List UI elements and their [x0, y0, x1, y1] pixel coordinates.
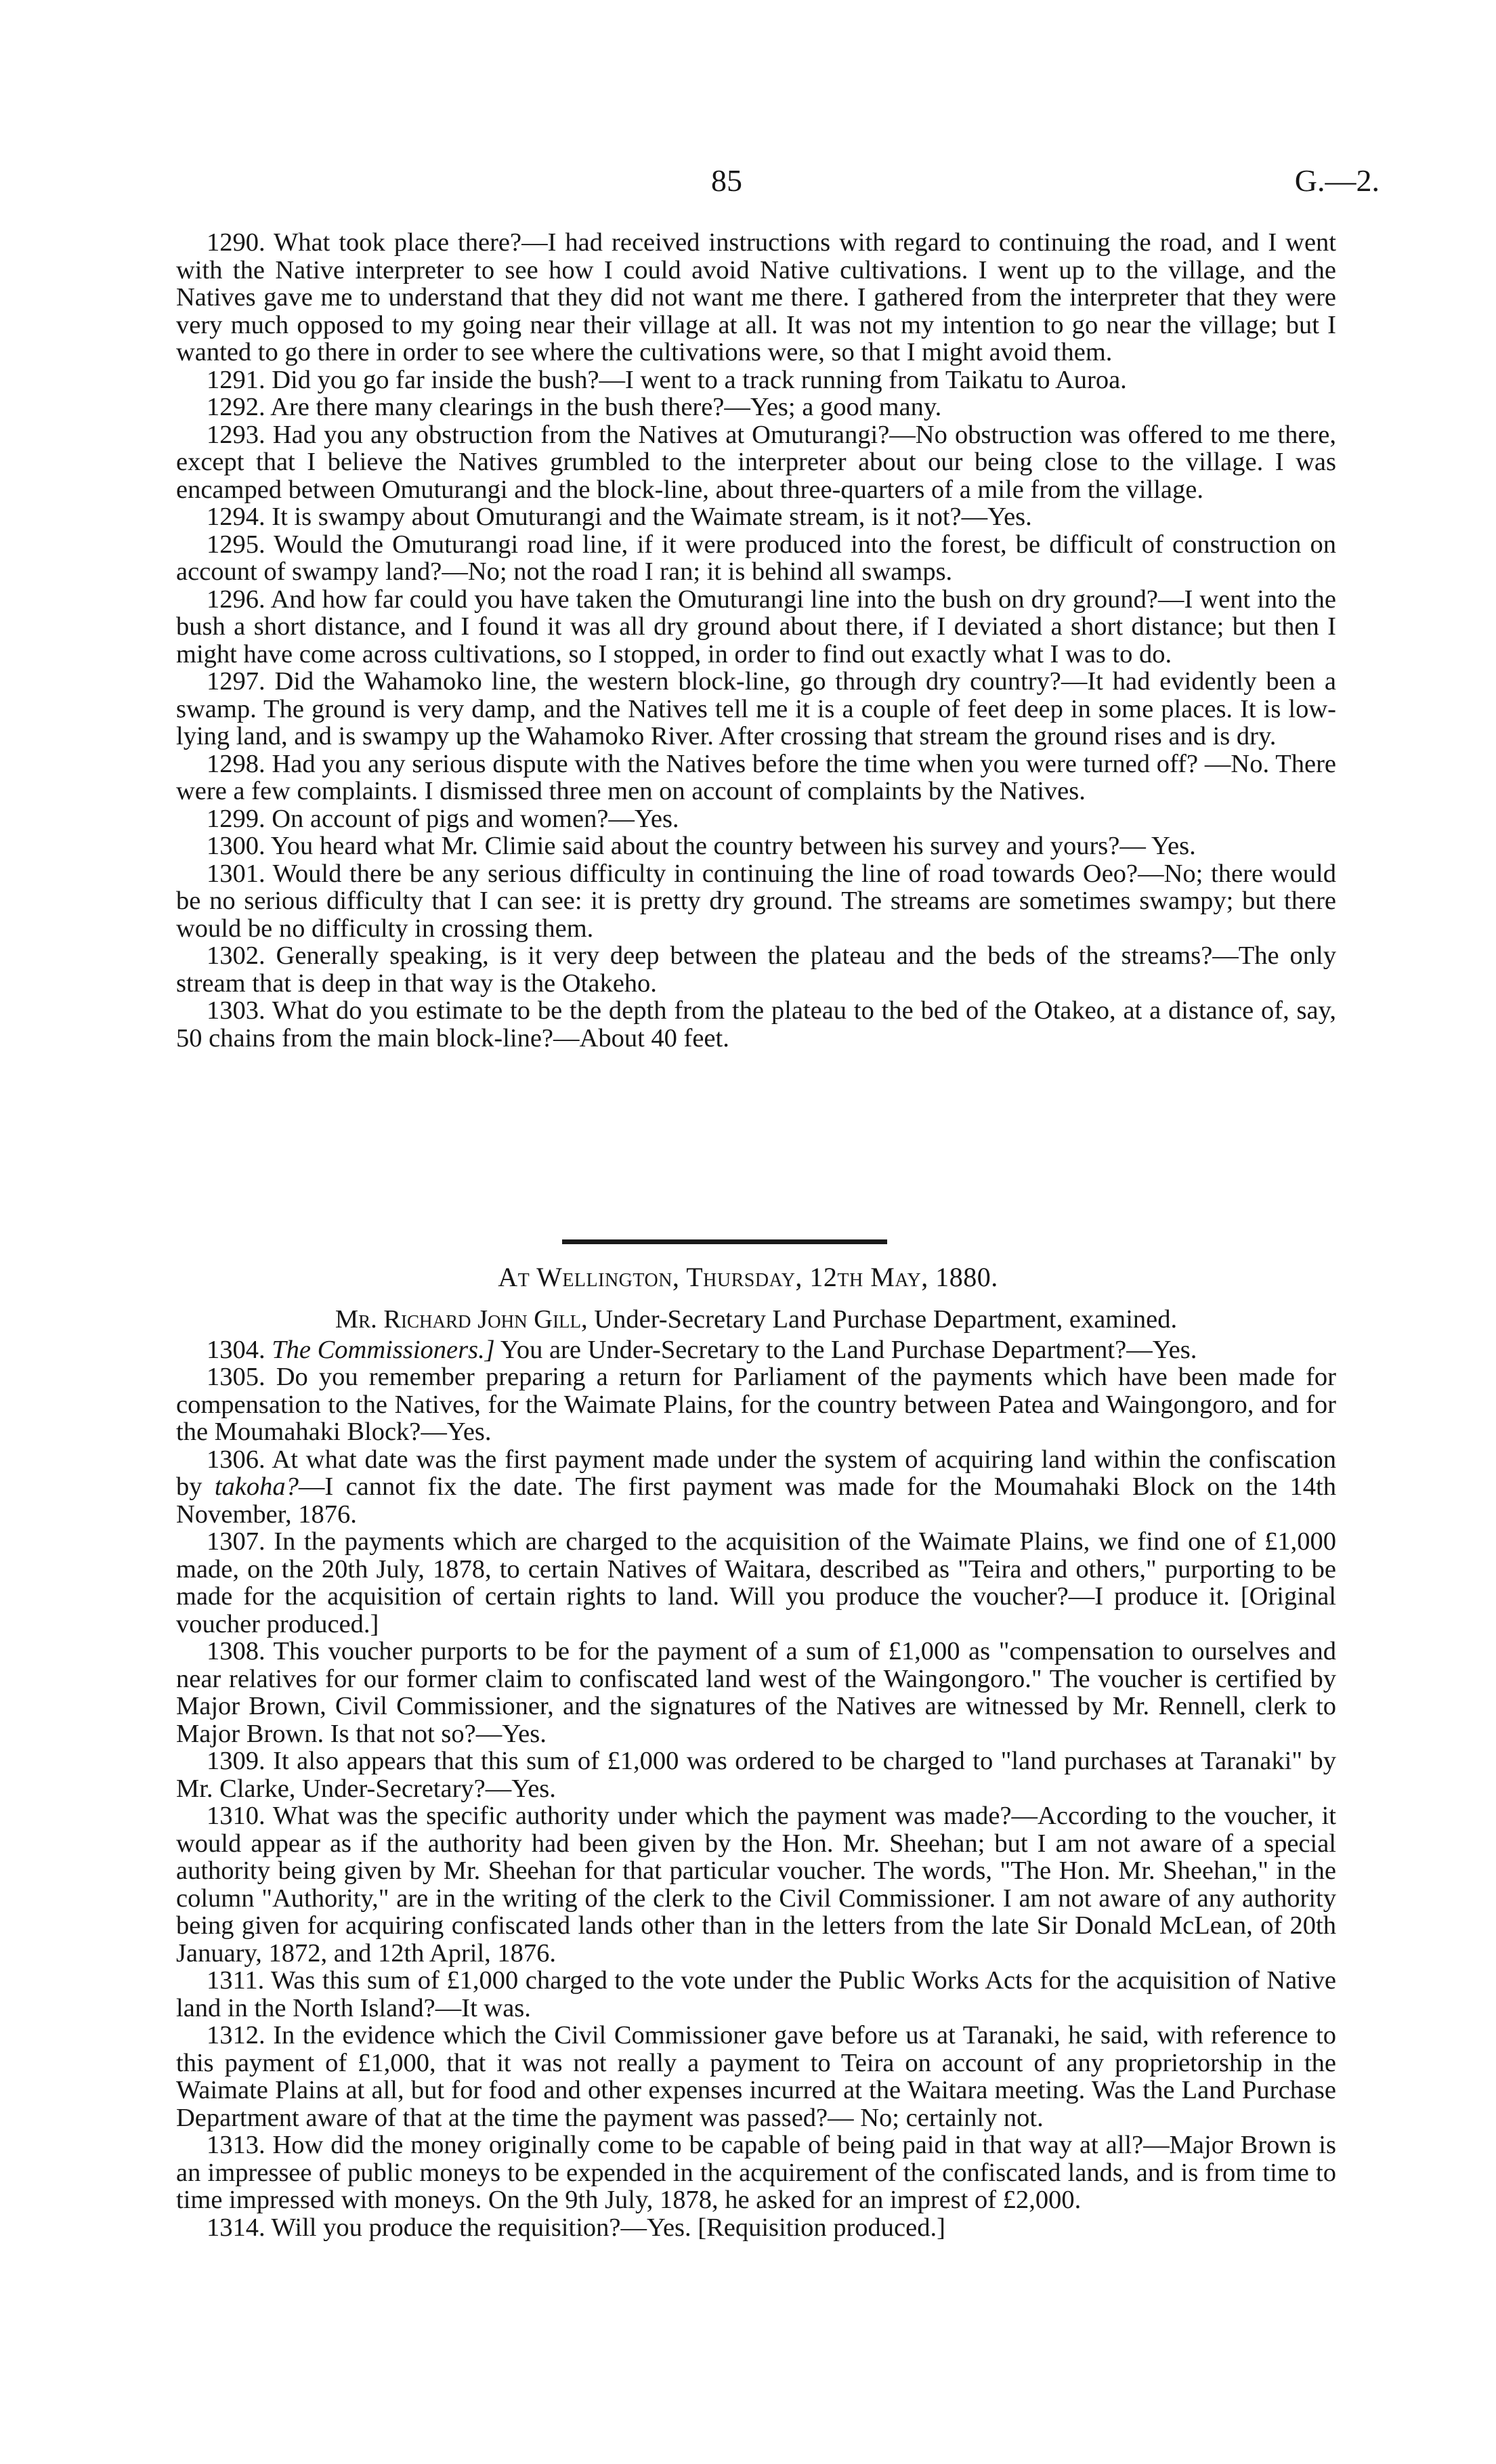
question-1294: 1294. It is swampy about Omuturangi and the Waimate stream, is it not?—Yes. — [207, 503, 1032, 531]
question-1313: 1313. How did the money originally come to be capable of being paid in that way at all?—Major Brown is an impressee of public moneys to be expended in the acquirement of the confiscated lands, and is from time to time impressed with moneys. On the 9th July, 1878, he asked for an imprest of £2,000. — [176, 2131, 1336, 2214]
question-1304-text: You are Under-Secretary to the Land Purchase Department?—Yes. — [494, 1335, 1197, 1364]
witness-line — [176, 1306, 1336, 1334]
session-heading: At Wellington, Thursday, 12th May, 1880. — [498, 1262, 998, 1292]
question-1301: 1301. Would there be any serious difficulty in continuing the line of road towards Oeo?—No; there would be no serious difficulty that I can see: it is pretty dry ground. The streams are sometimes swampy; but there would be no difficulty in crossing them. — [176, 859, 1336, 943]
question-1314: 1314. Will you produce the requisition?—Yes. [Requisition produced.] — [207, 2213, 945, 2242]
question-1296: 1296. And how far could you have taken the Omuturangi line into the bush on dry ground?—I went into the bush a short distance, and I found it was all dry ground about there, if I deviated a short distance; but then I might have come across cultivations, so I stopped, in order to find out exactly what I was to do. — [176, 585, 1336, 668]
question-1306-term: takoha? — [214, 1472, 299, 1501]
question-1304-speaker: The Commissioners.] — [272, 1335, 495, 1364]
sheet-reference: G.—2. — [1294, 163, 1380, 198]
question-1308: 1308. This voucher purports to be for the payment of a sum of £1,000 as "compensation to ourselves and near relatives for our former claim to confiscated land west of the Waingongoro." The voucher is certified by Major Brown, Civil Commissioner, and the signatures of the Natives are witnessed by Mr. Rennell, clerk to Major Brown. Is that not so?—Yes. — [176, 1637, 1336, 1748]
question-1303: 1303. What do you estimate to be the depth from the plateau to the bed of the Otakeo, at a distance of, say, 50 chains from the main block-line?—About 40 feet. — [176, 996, 1336, 1053]
section-divider — [562, 1239, 887, 1244]
question-1290: 1290. What took place there?—I had received instructions with regard to continuing the road, and I went with the Native interpreter to see how I could avoid Native cultivations. I went up to the village, and the Natives gave me to understand that they did not want me there. I gathered from the interpreter that they were very much opposed to my going near their village at all. It was not my intention to go near the village; but I wanted to go there in order to see where the cultivations were, so that I might avoid them. — [176, 228, 1336, 366]
question-1293: 1293. Had you any obstruction from the Natives at Omuturangi?—No obstruction was offered to me there, except that I believe the Natives grumbled to the interpreter about our being close to the village. I was encamped between Omuturangi and the block-line, about three-quarters of a mile from the village. — [176, 420, 1336, 504]
question-1305: 1305. Do you remember preparing a return for Parliament of the payments which have been made for compensation to the Natives, for the Waimate Plains, for the country between Patea and Waingongoro, and for the Moumahaki Block?—Yes. — [176, 1363, 1336, 1446]
question-1300: 1300. You heard what Mr. Climie said about the country between his survey and yours?— Yes. — [207, 832, 1196, 860]
question-1302: 1302. Generally speaking, is it very deep between the plateau and the beds of the streams?—The only stream that is deep in that way is the Otakeho. — [176, 941, 1336, 998]
question-1306-part-b: —I cannot fix the date. The first payment was made for the Moumahaki Block on the 14th November, 1876. — [176, 1472, 1336, 1529]
witness-name: Mr. Richard John Gill, — [335, 1305, 588, 1334]
question-1295: 1295. Would the Omuturangi road line, if it were produced into the forest, be difficult of construction on account of swampy land?—No; not the road I ran; it is behind all swamps. — [176, 530, 1336, 586]
question-1311: 1311. Was this sum of £1,000 charged to the vote under the Public Works Acts for the acquisition of Native land in the North Island?—It was. — [176, 1966, 1336, 2022]
question-1304-number: 1304. — [207, 1335, 265, 1364]
question-1306-part-a: 1306. At what date was the first payment made under the system of acquiring land within the confiscation by — [176, 1445, 1336, 1501]
question-1306 — [176, 1446, 1336, 1529]
question-1309: 1309. It also appears that this sum of £1,000 was ordered to be charged to "land purchases at Taranaki" by Mr. Clarke, Under-Secretary?—Yes. — [176, 1747, 1336, 1803]
question-1312: 1312. In the evidence which the Civil Commissioner gave before us at Taranaki, he said, with reference to this payment of £1,000, that it was not really a payment to Teira on account of any proprietorship in the Waimate Plains at all, but for food and other expenses incurred at the Waitara meeting. Was the Land Purchase Department aware of that at the time the payment was passed?— No; certainly not. — [176, 2021, 1336, 2132]
question-1307: 1307. In the payments which are charged to the acquisition of the Waimate Plains, we find one of £1,000 made, on the 20th July, 1878, to certain Natives of Waitara, described as "Teira and others," purporting to be made for the acquisition of certain rights to land. Will you produce the voucher?—I produce it. [Original voucher produced.] — [176, 1527, 1336, 1638]
evidence-section-2 — [176, 1306, 1336, 2241]
page-number: 85 — [711, 163, 742, 198]
question-1304 — [176, 1336, 1336, 1364]
witness-role: Under-Secretary Land Purchase Department, examined. — [587, 1305, 1178, 1334]
question-1292: 1292. Are there many clearings in the bush there?—Yes; a good many. — [207, 393, 942, 421]
evidence-section-1 — [176, 229, 1336, 1052]
question-1291: 1291. Did you go far inside the bush?—I went to a track running from Taikatu to Auroa. — [207, 365, 1127, 394]
question-1310: 1310. What was the specific authority under which the payment was made?—According to the voucher, it would appear as if the authority had been given by the Hon. Mr. Sheehan; but I am not aware of a special authority being given by Mr. Sheehan for that particular voucher. The words, "The Hon. Mr. Sheehan," in the column "Authority," are in the writing of the clerk to the Civil Commissioner. I am not aware of any authority being given for acquiring confiscated lands other than in the letters from the late Sir Donald McLean, of 20th January, 1872, and 12th April, 1876. — [176, 1802, 1336, 1968]
question-1297: 1297. Did the Wahamoko line, the western block-line, go through dry country?—It had evidently been a swamp. The ground is very damp, and the Natives tell me it is a couple of feet deep in some places. It is low-lying land, and is swampy up the Wahamoko River. After crossing that stream the ground rises and is dry. — [176, 667, 1336, 750]
question-1298: 1298. Had you any serious dispute with the Natives before the time when you were turned off? —No. There were a few complaints. I dismissed three men on account of complaints by the Natives. — [176, 749, 1336, 805]
question-1299: 1299. On account of pigs and women?—Yes. — [207, 804, 679, 833]
